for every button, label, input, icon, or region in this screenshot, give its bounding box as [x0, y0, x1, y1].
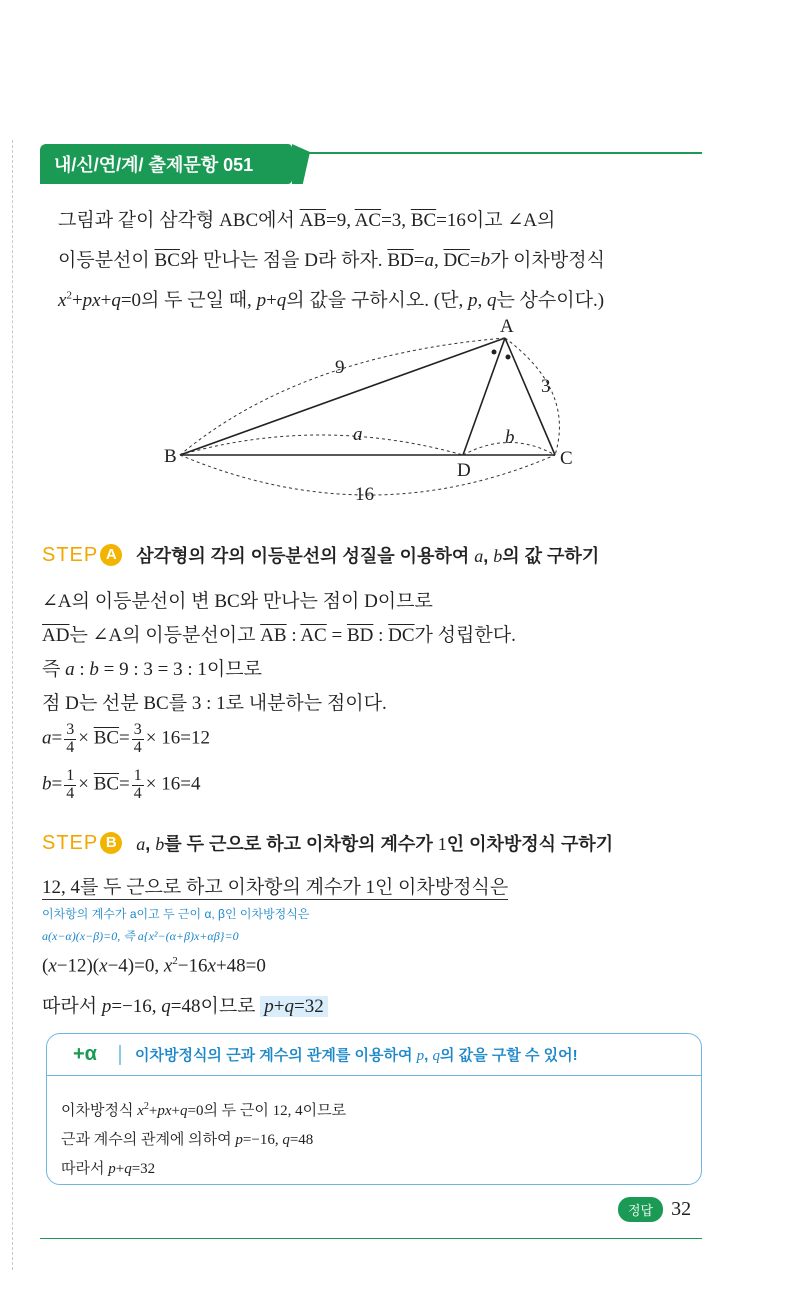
label-bd-length: a [353, 424, 363, 445]
header-tag [40, 144, 292, 184]
tip-title: 이차방정식의 근과 계수의 관계를 이용하여 p, q의 값을 구할 수 있어! [134, 1047, 578, 1064]
step-a-line-6: b= $\frac{1}{4}$ × $\overline{BC}=$ $\frac{1}{4}$ × 16=4 [42, 767, 201, 802]
answer-badge: 정답 [618, 1197, 663, 1222]
step-b-line-2: (x−12)(x−4)=0, $x^2-16x+48=0$ [42, 955, 266, 977]
label-ac-length: 3 [541, 376, 551, 397]
label-d-vertex: D [457, 460, 471, 481]
arc-bd [180, 435, 463, 455]
triangle-figure [0, 300, 800, 530]
step-a-letter-icon: A [100, 544, 122, 566]
label-a-vertex: A [500, 316, 514, 337]
angle-mark-2 [506, 355, 511, 360]
tip-line-1: 이차방정식 $x^2+px+q=0$의 두 근이 12, 4이므로 [61, 1101, 347, 1119]
step-b-line-1: 12, 4를 두 근으로 하고 이차항의 계수가 1인 이차방정식은 [42, 872, 508, 900]
step-b-badge: STEP [42, 831, 99, 854]
side-ab [180, 338, 505, 455]
final-answer-highlight: p+q=32 [260, 996, 327, 1017]
step-a-line-1: ∠A의 이등분선이 변 BC와 만나는 점이 D이므로 [42, 591, 433, 612]
label-b-vertex: B [164, 446, 177, 467]
step-b-heading [42, 830, 613, 856]
tip-divider [119, 1045, 121, 1065]
answer-area [618, 1197, 691, 1222]
problem-line-3: $x^2+px+q=0$의 두 근일 때, p+q의 값을 구하시오. (단, p, q는 상수이다.) [58, 289, 605, 311]
tip-body [46, 1075, 702, 1185]
plus-alpha-icon: +α [73, 1043, 97, 1065]
step-a-title: 삼각형의 각의 이등분선의 성질을 이용하여 a, b의 값 구하기 [136, 546, 600, 566]
step-a-heading [42, 542, 599, 568]
label-dc-length: b [505, 427, 515, 448]
angle-mark-1 [492, 350, 497, 355]
label-c-vertex: C [560, 448, 573, 469]
tip-line-3: 따라서 p+q=32 [61, 1161, 156, 1177]
tip-header [46, 1033, 702, 1075]
problem-line-1: 그림과 같이 삼각형 ABC에서 $\overline{AB}=9$, $\overline{AC}=3$, $\overline{BC}=16$이고 ∠A의 [58, 210, 556, 231]
step-b-title: a, b를 두 근으로 하고 이차항의 계수가 1인 이차방정식 구하기 [136, 834, 614, 854]
section-header [40, 140, 702, 190]
step-b-note-2: a(x−α)(x−β)=0, 즉 a{x²−(α+β)x+αβ}=0 [42, 929, 239, 943]
step-a-line-3: 즉 a : b = 9 : 3 = 3 : 1이므로 [42, 659, 262, 680]
bisector-ad [463, 338, 505, 455]
step-b-line-3: 따라서 p=−16, q=48이므로 p+q=32 [42, 991, 328, 1018]
step-a-line-2: $\overline{AD}$는 ∠A의 이등분선이고 $\overline{AB}$ : $\overline{AC} = \overline{BD}$ : $\overline{DC}$가 성립한다. [42, 625, 516, 646]
label-ab-length: 9 [335, 357, 345, 378]
tip-line-2: 근과 계수의 관계에 의하여 p=−16, q=48 [61, 1132, 314, 1148]
step-a-line-5: a= $\frac{3}{4}$ × $\overline{BC}=$ $\frac{3}{4}$ × 16=12 [42, 721, 210, 756]
step-b-letter-icon: B [100, 832, 122, 854]
step-a-badge: STEP [42, 543, 99, 566]
answer-value: 32 [671, 1198, 692, 1220]
header-tag-text: 내/신/연/계/ 출제문항 051 [54, 155, 254, 175]
label-bc-length: 16 [355, 484, 374, 505]
problem-line-2: 이등분선이 $\overline{BC}$와 만나는 점을 D라 하자. $\overline{BD}=a$, $\overline{DC}=b$가 이차방정식 [58, 250, 605, 271]
step-a-line-4: 점 D는 선분 BC를 3 : 1로 내분하는 점이다. [42, 693, 387, 714]
step-b-note-1: 이차항의 계수가 a이고 두 근이 α, β인 이차방정식은 [42, 907, 310, 921]
header-tab-edge [292, 144, 310, 184]
footer-rule [40, 1238, 702, 1239]
